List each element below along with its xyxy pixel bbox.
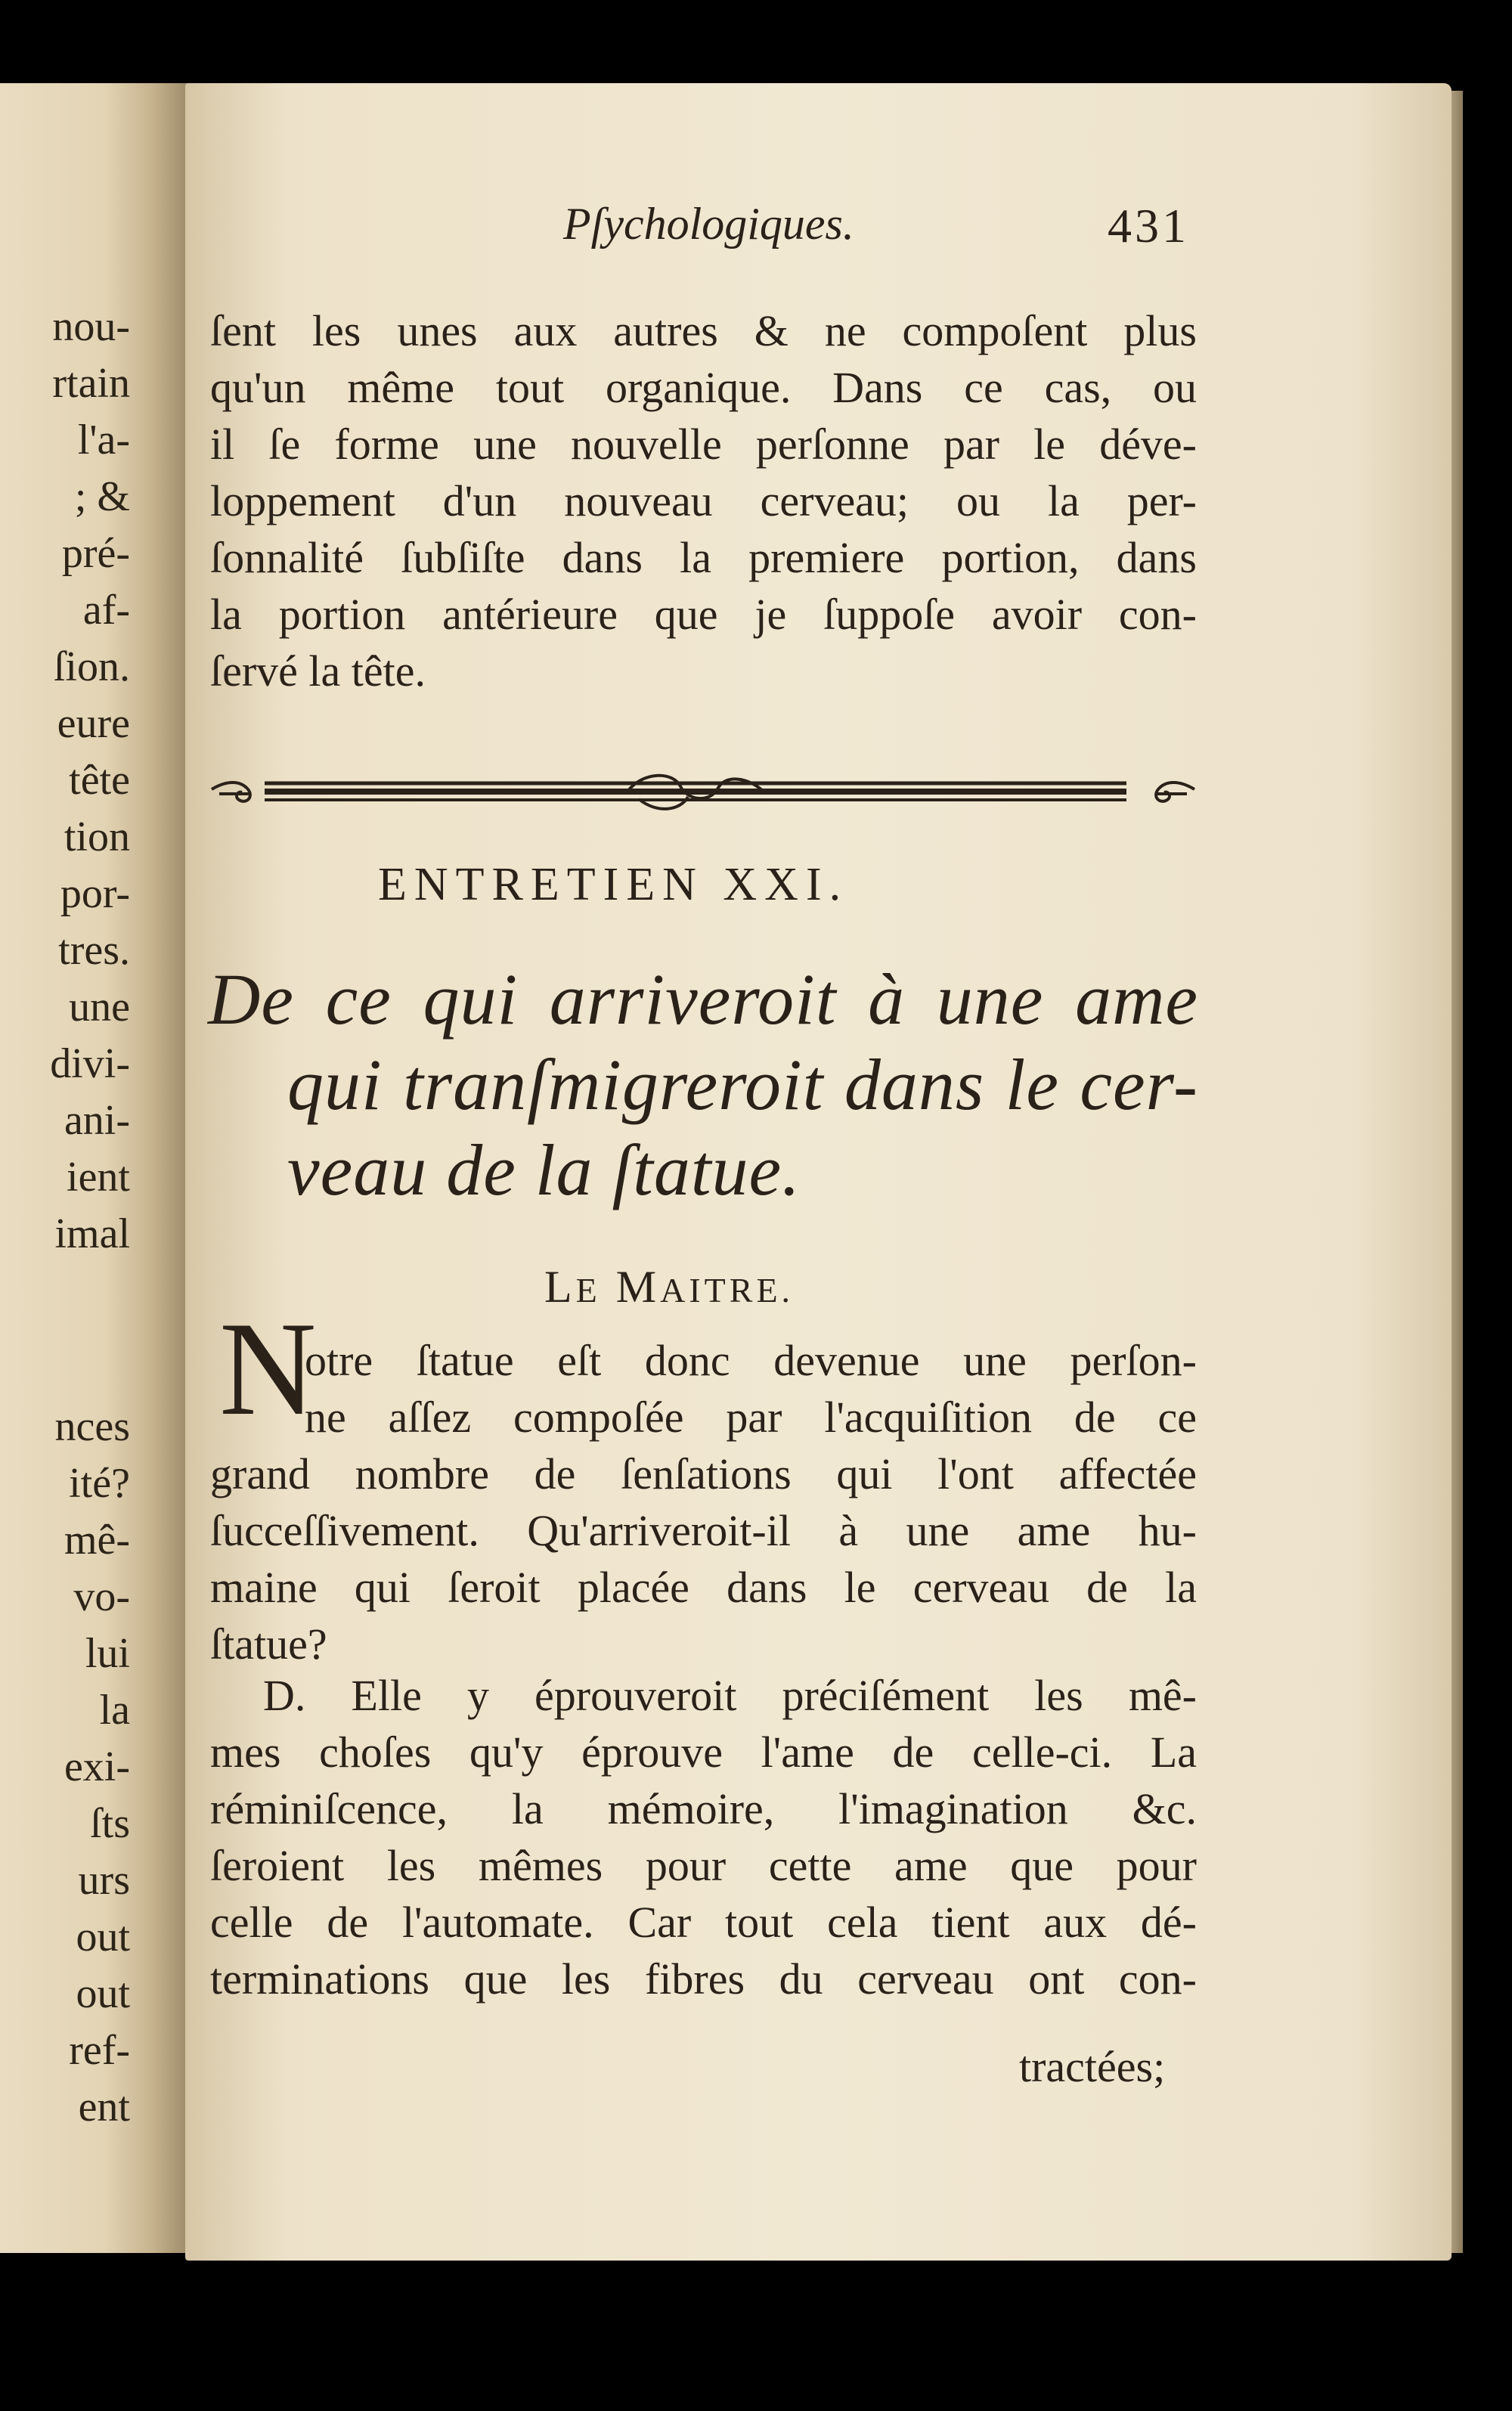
chapter-title [208,956,1198,1213]
speaker-smallcaps: AITRE. [660,1271,795,1309]
facing-page-fragment: out [76,1914,130,1960]
facing-page-fragment: imal [54,1210,130,1257]
text-line: la portion antérieure que je ſuppoſe avoir con- [210,590,1197,639]
facing-page-fragment: mê- [64,1517,130,1563]
facing-page-fragment: ref- [69,2027,130,2074]
page-number: 431 [1108,199,1189,253]
facing-page-fragment: pré- [61,530,130,577]
paragraph-question [210,1332,1197,1672]
text-line: loppement d'un nouveau cerveau; ou la per- [210,476,1197,525]
text-line: grand nombre de ſenſations qui l'ont affectée [210,1449,1197,1498]
facing-page-fragment: ſts [90,1800,130,1847]
facing-page-fragment: tête [69,757,130,804]
text-line: ſonnalité ſubſiſte dans la premiere portion, dans [210,533,1197,582]
facing-page-fragment: vo- [73,1573,130,1620]
text-line: otre ſtatue eſt donc devenue une perſon- [305,1336,1197,1385]
text-line: mes choſes qu'y éprouve l'ame de celle-ci. La [210,1728,1197,1777]
facing-page-fragment: ; & [74,473,130,520]
facing-page-fragment: eure [57,700,130,747]
facing-page-fragment: urs [78,1857,130,1904]
paragraph-continued [210,302,1197,699]
facing-page-fragment: divi- [50,1040,130,1087]
chapter-heading: ENTRETIEN XXI. [378,859,849,910]
text-line: celle de l'automate. Car tout cela tient aux dé- [210,1898,1197,1947]
facing-page-fragment: af- [82,587,130,634]
facing-page-fragment: lui [85,1630,130,1677]
facing-page-fragment: rtain [52,360,130,407]
chapter-title-line: veau de la ſtatue. [287,1130,801,1210]
facing-page [0,83,189,2253]
facing-page-fragment: nces [54,1403,130,1450]
facing-page-fragment: tion [64,813,130,860]
text-line: D. Elle y éprouveroit préciſément les mê- [263,1671,1197,1720]
facing-page-fragment: ent [78,2084,130,2131]
speaker-initial: L [544,1262,576,1312]
drop-cap: N [219,1294,317,1443]
facing-page-fragment: une [69,984,130,1030]
facing-page-fragment: ſion. [53,643,130,690]
facing-page-fragment: ité? [69,1460,130,1507]
facing-page-fragment: nou- [52,303,130,350]
text-line: ſent les unes aux autres & ne compoſent plus [210,306,1197,355]
catchword: tractées; [1019,2042,1166,2091]
speaker-smallcaps: E [575,1271,601,1309]
text-line: ſtatue? [210,1619,327,1669]
text-line: maine qui ſeroit placée dans le cerveau de la [210,1563,1197,1612]
text-line: ſucceſſivement. Qu'arriveroit-il à une ame hu- [210,1506,1197,1555]
text-line: ſervé la tête. [210,646,426,696]
speaker-label [544,1261,922,1313]
paragraph-answer [210,1667,1197,2007]
speaker-initial: M [615,1262,661,1312]
chapter-title-line: De ce qui arriveroit à une ame [208,959,1198,1040]
facing-page-fragment: exi- [64,1743,130,1790]
facing-page-fragment: tres. [58,927,130,974]
facing-page-fragment: por- [60,870,130,917]
facing-page-fragment: out [76,1970,130,2017]
ornamental-rule-icon [204,758,1202,826]
text-line: ſeroient les mêmes pour cette ame que pour [210,1841,1197,1890]
text-line: qu'un même tout organique. Dans ce cas, ou [210,363,1197,412]
facing-page-fragment: ani- [64,1097,130,1144]
text-line: réminiſcence, la mémoire, l'imagination &c. [210,1784,1197,1833]
facing-page-fragment: la [99,1687,130,1734]
chapter-title-line: qui tranſmigreroit dans le cer- [287,1044,1198,1125]
text-line: terminations que les fibres du cerveau ont con- [210,1954,1197,2003]
facing-page-fragment: ient [67,1154,130,1201]
running-title: Pſychologiques. [563,199,854,249]
text-line: ne aſſez compoſée par l'acquiſition de ce [305,1393,1197,1442]
text-line: il ſe forme une nouvelle perſonne par le déve- [210,420,1197,469]
facing-page-fragment: l'a- [77,417,130,463]
